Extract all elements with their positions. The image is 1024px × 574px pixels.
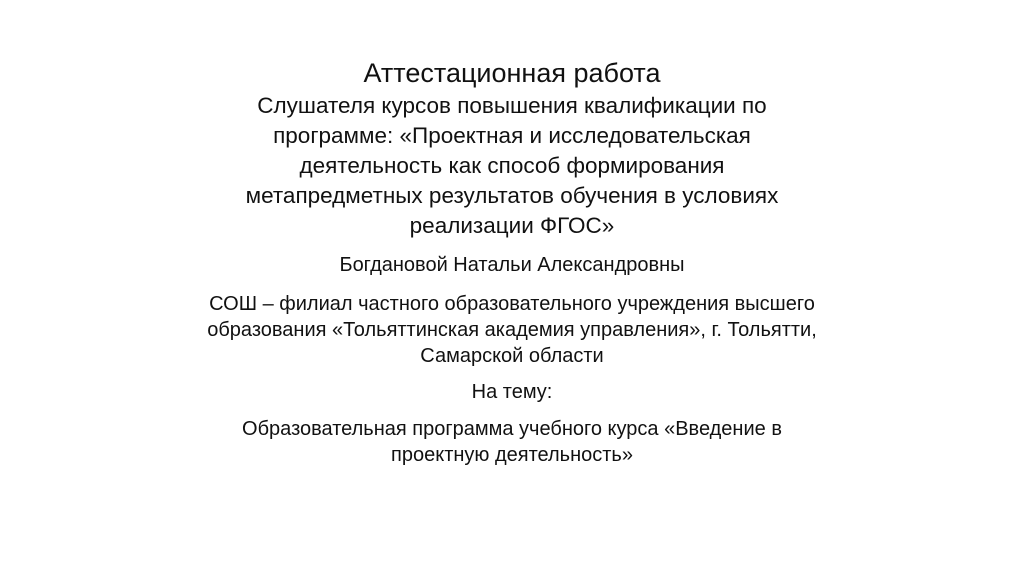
topic-line: проектную деятельность» xyxy=(391,444,633,466)
topic-label-line: На тему: xyxy=(471,381,553,403)
title-block xyxy=(120,55,904,241)
subtitle-line: реализации ФГОС» xyxy=(409,213,615,238)
subtitle-line: программе: «Проектная и исследовательская xyxy=(273,123,751,148)
organization-line: СОШ – филиал частного образовательного учреждения высшего xyxy=(209,293,815,315)
subtitle-line: метапредметных результатов обучения в условиях xyxy=(245,183,779,208)
topic xyxy=(100,416,924,468)
slide-title: Аттестационная работа xyxy=(363,58,661,88)
organization-line: образования «Тольяттинская академия управления», г. Тольятти, xyxy=(207,319,817,341)
slide-subtitle xyxy=(120,91,904,241)
author-line: Богдановой Натальи Александровны xyxy=(339,254,685,276)
organization xyxy=(100,291,924,369)
subtitle-line: деятельность как способ формирования xyxy=(299,153,725,178)
topic-label xyxy=(100,379,924,405)
subtitle-line: Слушателя курсов повышения квалификации по xyxy=(257,93,767,118)
body-block xyxy=(100,252,924,468)
topic-line: Образовательная программа учебного курса «Введение в xyxy=(242,418,782,440)
organization-line: Самарской области xyxy=(420,345,604,367)
author-name xyxy=(100,252,924,278)
